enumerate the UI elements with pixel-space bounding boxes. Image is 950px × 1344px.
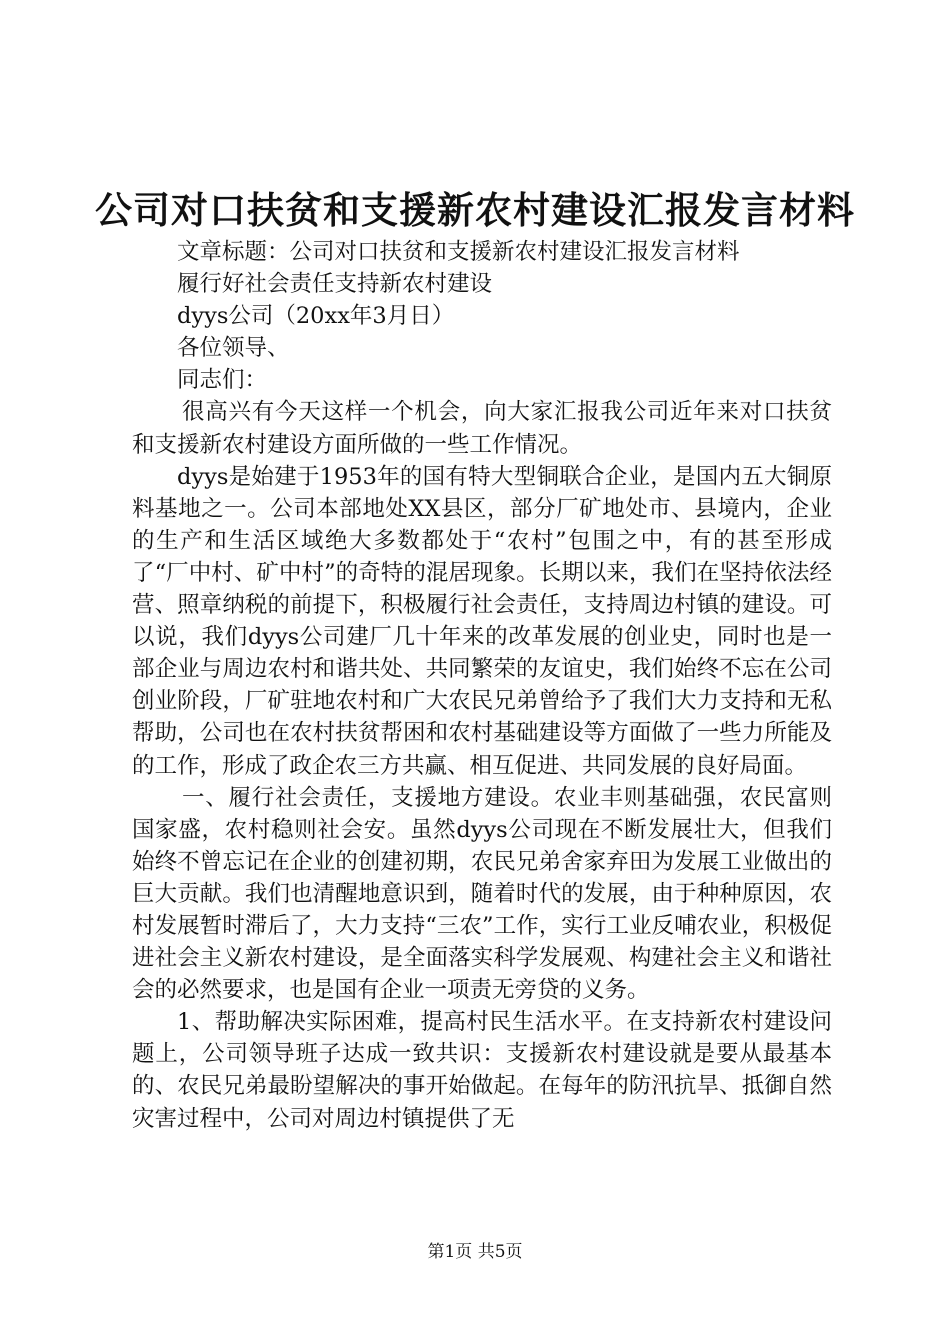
- page-footer: 第1页 共5页: [427, 1242, 523, 1262]
- subtitle-line: 履行好社会责任支持新农村建设: [177, 271, 493, 298]
- paragraph-section-one: 一、履行社会责任，支援地方建设。农业丰则基础强，农民富则国家盛，农村稳则社会安。虽然dyys公司现在不断发展壮大，但我们始终不曾忘记在企业的创建初期，农民兄弟舍家弃田为发展工业做出的巨大贡献。我们也清醒地意识到，随着时代的发展，由于种种原因，农村发展暂时滞后了，大力支持“三农”工作，实行工业反哺农业，积极促进社会主义新农村建设，是全面落实科学发展观、构建社会主义和谐社会的必然要求，也是国有企业一项责无旁贷的义务。: [132, 784, 832, 1004]
- paragraph-item-one: 1、帮助解决实际困难，提高村民生活水平。在支持新农村建设问题上，公司领导班子达成一致共识：支援新农村建设就是要从最基本的、农民兄弟最盼望解决的事开始做起。在每年的防汛抗旱、抵御自然灾害过程中，公司对周边村镇提供了无: [132, 1009, 832, 1132]
- document-title: 公司对口扶贫和支援新农村建设汇报发言材料: [95, 188, 855, 232]
- salutation-leaders: 各位领导、: [177, 335, 290, 362]
- paragraph-company-background: dyys是始建于1953年的国有特大型铜联合企业，是国内五大铜原料基地之一。公司本部地处XX县区，部分厂矿地处市、县境内，企业的生产和生活区域绝大多数都处于“农村”包围之中，有的甚至形成了“厂中村、矿中村”的奇特的混居现象。长期以来，我们在坚持依法经营、照章纳税的前提下，积极履行社会责任，支持周边村镇的建设。可以说，我们dyys公司建厂几十年来的改革发展的创业史，同时也是一部企业与周边农村和谐共处、共同繁荣的友谊史，我们始终不忘在公司创业阶段，厂矿驻地农村和广大农民兄弟曾给予了我们大力支持和无私帮助，公司也在农村扶贫帮困和农村基础建设等方面做了一些力所能及的工作，形成了政企农三方共赢、相互促进、共同发展的良好局面。: [132, 463, 832, 779]
- paragraph-intro: 很高兴有今天这样一个机会，向大家汇报我公司近年来对口扶贫和支援新农村建设方面所做的一些工作情况。: [132, 399, 832, 458]
- salutation-comrades: 同志们：: [177, 367, 268, 394]
- article-title-line: 文章标题：公司对口扶贫和支援新农村建设汇报发言材料: [177, 239, 740, 265]
- document-body: [132, 236, 832, 1135]
- author-date-line: dyys公司（20xx年3月日）: [177, 303, 455, 330]
